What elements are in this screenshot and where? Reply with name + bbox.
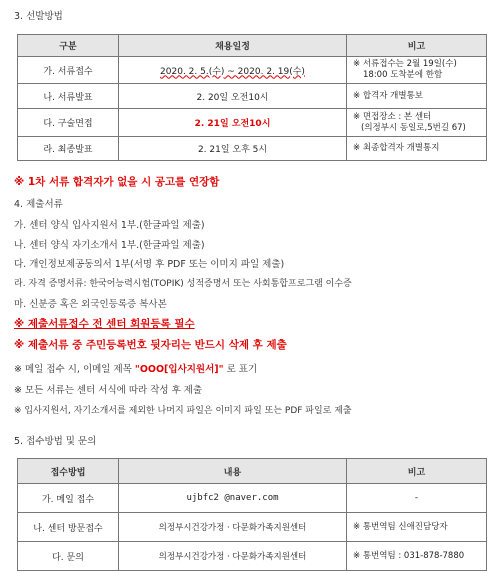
section-4-title: 4. 제출서류 — [14, 199, 63, 210]
row-method: 나. 센터 방문접수 — [18, 513, 119, 542]
row-content: 의정부시건강가정 · 다문화가족지원센터 — [119, 513, 347, 542]
notice-id-number: ※ 제출서류 중 주민등록번호 뒷자리는 반드시 삭제 후 제출 — [14, 339, 287, 351]
table-row — [18, 542, 487, 571]
document-item: 마. 신분증 혹은 외국인등록증 복사본 — [14, 299, 167, 310]
mail-note: ※ 메일 접수 시, 이메일 제목 "OOO[입사지원서]" 로 표기 — [14, 364, 258, 375]
table-row — [18, 137, 487, 161]
header-content: 내용 — [119, 459, 347, 484]
table-row — [18, 84, 487, 109]
notice-extension: ※ 1차 서류 합격자가 없을 시 공고를 연장함 — [14, 176, 220, 188]
contact-table — [17, 458, 487, 571]
notice-membership: ※ 제출서류접수 전 센터 회원등록 필수 — [14, 318, 195, 330]
row-note: ※ 서류접수는 2월 19일(수) 18:00 도착분에 한함 — [347, 57, 487, 84]
row-method: 가. 메일 접수 — [18, 484, 119, 513]
email-link[interactable]: ujbfc2 @naver.com — [119, 484, 347, 513]
selection-schedule-table — [17, 34, 487, 161]
row-label: 라. 최종발표 — [18, 137, 119, 161]
row-note: ※ 합격자 개별통보 — [347, 84, 487, 109]
row-note: ※ 통번역팀 : 031-878-7880 — [347, 542, 487, 571]
row-note: - — [347, 484, 487, 513]
row-label: 가. 서류접수 — [18, 57, 119, 84]
document-item: 다. 개인정보제공동의서 1부(서명 후 PDF 또는 이미지 파일 제출) — [14, 259, 285, 270]
row-label: 다. 구술면접 — [18, 109, 119, 137]
row-note: ※ 면접장소 : 본 센터 (의정부시 동일로,5번길 67) — [347, 109, 487, 137]
table-row — [18, 57, 487, 84]
row-schedule: 2. 21일 오전10시 — [119, 109, 347, 137]
row-content: 의정부시건강가정 · 다문화가족지원센터 — [119, 542, 347, 571]
row-schedule: 2. 21일 오후 5시 — [119, 137, 347, 161]
header-category: 구분 — [18, 35, 119, 57]
document-item: 나. 센터 양식 자기소개서 1부.(한글파일 제출) — [14, 240, 205, 251]
header-note: 비고 — [347, 35, 487, 57]
bullet-note: ※ 입사지원서, 자기소개서를 제외한 나머지 파일은 이미지 파일 또는 PDF 파일로 제출 — [14, 406, 352, 416]
document-item: 가. 센터 양식 입사지원서 1부.(한글파일 제출) — [14, 220, 205, 231]
table-row — [18, 484, 487, 513]
header-method: 접수방법 — [18, 459, 119, 484]
row-schedule: 2020. 2. 5.(수) ~ 2020. 2. 19(수) — [119, 57, 347, 84]
table-row — [18, 109, 487, 137]
bullet-note: ※ 모든 서류는 센터 서식에 따라 작성 후 제출 — [14, 385, 203, 396]
header-schedule: 채용일정 — [119, 35, 347, 57]
section-3-title: 3. 선발방법 — [14, 11, 63, 22]
document-item: 라. 자격 증명서류: 한국어능력시험(TOPIK) 성적증명서 또는 사회통합프로그램 이수증 — [14, 279, 352, 289]
row-schedule: 2. 20일 오전10시 — [119, 84, 347, 109]
row-note: ※ 최종합격자 개별통지 — [347, 137, 487, 161]
row-label: 나. 서류발표 — [18, 84, 119, 109]
row-method: 다. 문의 — [18, 542, 119, 571]
table-row — [18, 513, 487, 542]
row-note: ※ 통번역팀 신애진담당자 — [347, 513, 487, 542]
section-5-title: 5. 접수방법 및 문의 — [14, 436, 97, 447]
header-note: 비고 — [347, 459, 487, 484]
